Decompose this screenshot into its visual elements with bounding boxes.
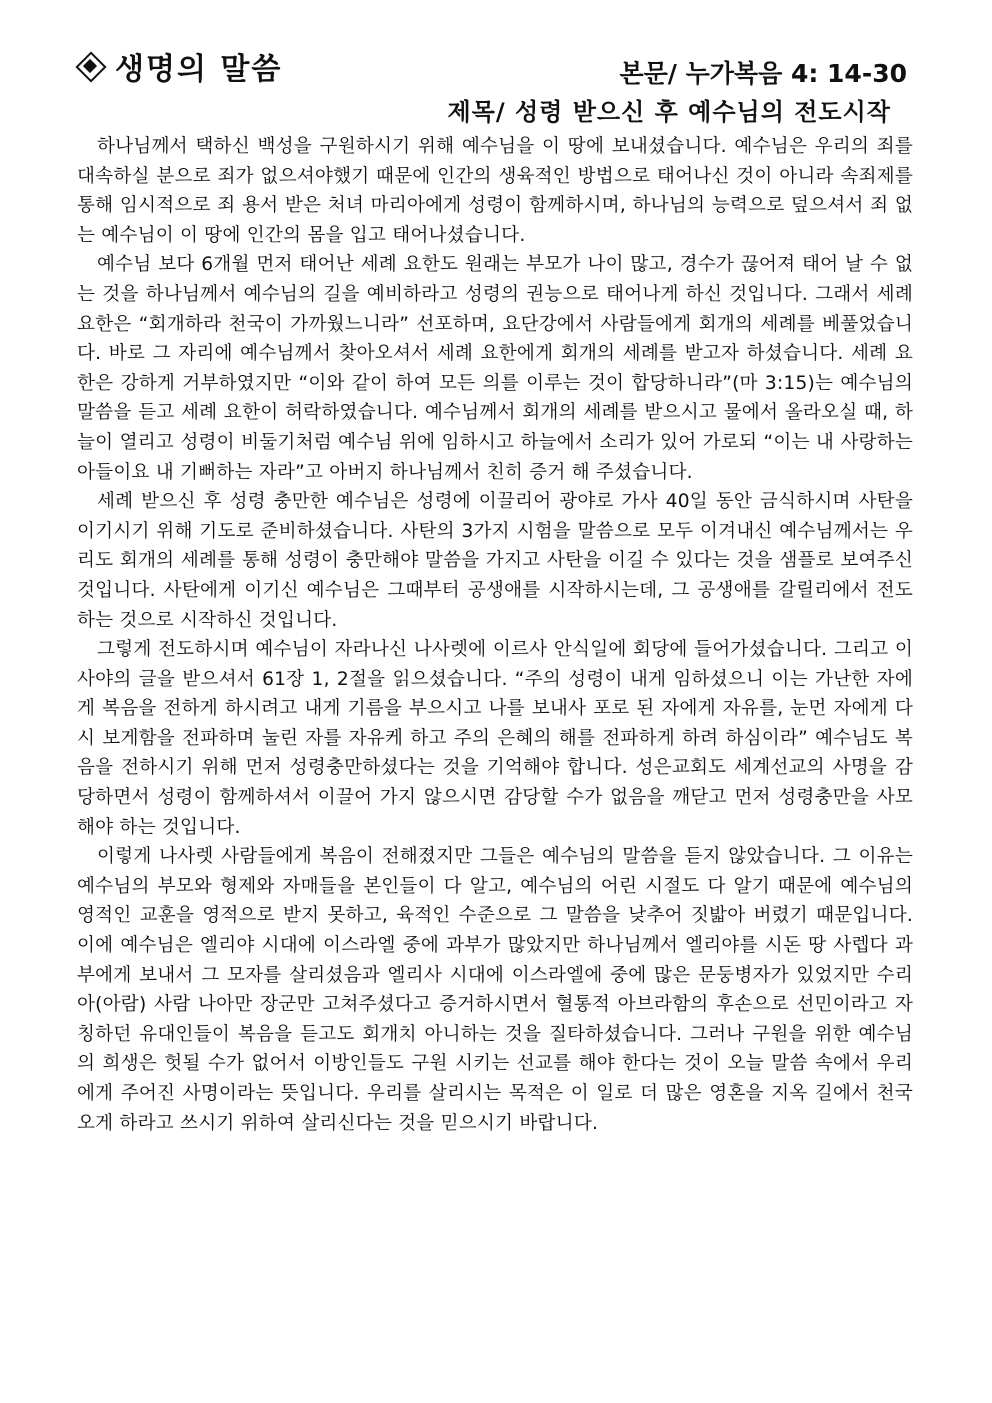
scripture-passage: 본문/ 누가복음 4: 14-30 [619, 59, 907, 88]
diamond-bullet-icon [77, 53, 103, 79]
sermon-body [77, 132, 913, 1138]
paragraph: 세례 받으신 후 성령 충만한 예수님은 성령에 이끌리어 광야로 가사 40일 동안 금식하시며 사탄을 이기시기 위해 기도로 준비하셨습니다. 사탄의 3가지 시험을 말씀으로 모두 이겨내신 예수님께서는 우리도 회개의 세례를 통해 성령이 충만해야 말씀을 가지고 사탄을 이길 수 있다는 것을 샘플로 보여주신 것입니다. 사탄에게 이기신 예수님은 그때부터 공생애를 시작하시는데, 그 공생애를 갈릴리에서 전도하는 것으로 시작하신 것입니다. [77, 491, 913, 631]
bulletin-page [77, 44, 913, 1138]
paragraph: 그렇게 전도하시며 예수님이 자라나신 나사렛에 이르사 안식일에 회당에 들어가셨습니다. 그리고 이사야의 글을 받으셔서 61장 1, 2절을 읽으셨습니다. “주의 성령이 내게 임하셨으니 이는 가난한 자에게 복음을 전하게 하시려고 내게 기름을 부으시고 나를 보내사 포로 된 자에게 자유를, 눈먼 자에게 다시 보게함을 전파하며 눌린 자를 자유케 하고 주의 은혜의 해를 전파하게 하려 하심이라” 예수님도 복음을 전하시기 위해 먼저 성령충만하셨다는 것을 기억해야 합니다. 성은교회도 세계선교의 사명을 감당하면서 성령이 함께하셔서 이끌어 가지 않으시면 감당할 수가 없음을 깨닫고 먼저 성령충만을 사모해야 하는 것입니다. [77, 639, 913, 838]
section-heading [77, 44, 282, 88]
title-line [77, 92, 913, 132]
header-row [77, 44, 913, 92]
sermon-title: 제목/ 성령 받으신 후 예수님의 전도시작 [447, 98, 891, 126]
paragraph: 예수님 보다 6개월 먼저 태어난 세례 요한도 원래는 부모가 나이 많고, 경수가 끊어져 태어 날 수 없는 것을 하나님께서 예수님의 길을 예비하라고 성령의 권능으로 태어나게 하신 것입니다. 그래서 세례 요한은 “회개하라 천국이 가까웠느니라” 선포하며, 요단강에서 사람들에게 회개의 세례를 베풀었습니다. 바로 그 자리에 예수님께서 찾아오셔서 세례 요한에게 회개의 세례를 받고자 하셨습니다. 세례 요한은 강하게 거부하였지만 “이와 같이 하여 모든 의를 이루는 것이 합당하니라”(마 3:15)는 예수님의 말씀을 듣고 세례 요한이 허락하였습니다. 예수님께서 회개의 세례를 받으시고 물에서 올라오실 때, 하늘이 열리고 성령이 비둘기처럼 예수님 위에 임하시고 하늘에서 소리가 있어 가로되 “이는 내 사랑하는 아들이요 내 기뻐하는 자라”고 아버지 하나님께서 친히 증거 해 주셨습니다. [77, 254, 913, 483]
paragraph: 하나님께서 택하신 백성을 구원하시기 위해 예수님을 이 땅에 보내셨습니다. 예수님은 우리의 죄를 대속하실 분으로 죄가 없으셔야했기 때문에 인간의 생육적인 방법으로 태어나신 것이 아니라 속죄제를 통해 임시적으로 죄 용서 받은 처녀 마리아에게 성령이 함께하시며, 하나님의 능력으로 덮으셔서 죄 없는 예수님이 이 땅에 인간의 몸을 입고 태어나셨습니다. [77, 136, 913, 246]
section-title: 생명의 말씀 [115, 52, 283, 87]
paragraph: 이렇게 나사렛 사람들에게 복음이 전해졌지만 그들은 예수님의 말씀을 듣지 않았습니다. 그 이유는 예수님의 부모와 형제와 자매들을 본인들이 다 알고, 예수님의 어린 시절도 다 알기 때문에 예수님의 영적인 교훈을 영적으로 받지 못하고, 육적인 수준으로 그 말씀을 낮추어 짓밟아 버렸기 때문입니다. 이에 예수님은 엘리야 시대에 이스라엘 중에 과부가 많았지만 하나님께서 엘리야를 시돈 땅 사렙다 과부에게 보내서 그 모자를 살리셨음과 엘리사 시대에 이스라엘에 중에 많은 문둥병자가 있었지만 수리아(아람) 사람 나아만 장군만 고쳐주셨다고 증거하시면서 혈통적 아브라함의 후손으로 선민이라고 자칭하던 유대인들이 복음을 듣고도 회개치 아니하는 것을 질타하셨습니다. 그러나 구원을 위한 예수님의 희생은 헛될 수가 없어서 이방인들도 구원 시키는 선교를 해야 한다는 것이 오늘 말씀 속에서 우리에게 주어진 사명이라는 뜻입니다. 우리를 살리시는 목적은 이 일로 더 많은 영혼을 지옥 길에서 천국 오게 하라고 쓰시기 위하여 살리신다는 것을 믿으시기 바랍니다. [77, 846, 913, 1134]
